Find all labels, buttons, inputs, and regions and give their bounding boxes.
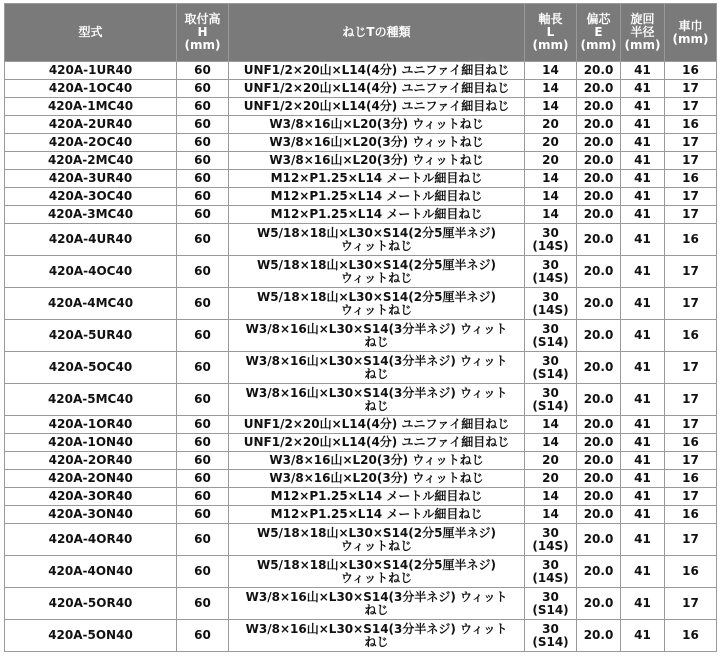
cell-wrench: 17 [665,352,717,384]
cell-wrench: 16 [665,470,717,488]
table-row [5,588,717,620]
cell-height: 60 [177,80,229,98]
cell-height: 60 [177,98,229,116]
cell-length [525,152,577,170]
table-row [5,320,717,352]
cell-thread-line: W3/8×16山×L20(3分) ウィットねじ [269,117,484,131]
cell-thread [229,524,525,556]
table-row [5,288,717,320]
cell-radius: 41 [621,352,665,384]
cell-thread-line: UNF1/2×20山×L14(4分) ユニファイ細目ねじ [243,63,510,77]
cell-wrench: 16 [665,320,717,352]
table-row [5,256,717,288]
cell-thread [229,556,525,588]
cell-thread-line: UNF1/2×20山×L14(4分) ユニファイ細目ねじ [243,435,510,449]
cell-height: 60 [177,152,229,170]
cell-length [525,416,577,434]
cell-offset: 20.0 [577,62,621,80]
cell-length-line: 30 [542,557,559,572]
cell-length-line: 20 [542,471,559,485]
cell-radius: 41 [621,470,665,488]
cell-wrench: 17 [665,80,717,98]
header-offset-line: 偏芯 [586,12,611,26]
cell-height: 60 [177,384,229,416]
cell-thread-line: ねじ [364,398,389,413]
cell-length-line: 14 [542,189,559,203]
cell-length [525,384,577,416]
cell-offset: 20.0 [577,134,621,152]
cell-thread-line: M12×P1.25×L14 メートル細目ねじ [270,507,483,521]
cell-radius: 41 [621,588,665,620]
cell-length-line: 14 [542,171,559,185]
table-row [5,80,717,98]
table-row [5,98,717,116]
cell-length [525,116,577,134]
cell-offset: 20.0 [577,556,621,588]
cell-height: 60 [177,620,229,652]
table-row [5,170,717,188]
cell-offset: 20.0 [577,470,621,488]
cell-length-line: (S14) [532,602,569,617]
cell-length-line: 14 [542,99,559,113]
cell-length [525,62,577,80]
cell-model: 420A-3MC40 [5,206,177,224]
cell-thread-line: W3/8×16山×L30×S14(3分半ネジ) ウィット [245,321,508,336]
cell-offset: 20.0 [577,352,621,384]
cell-wrench: 16 [665,116,717,134]
cell-height: 60 [177,170,229,188]
cell-offset: 20.0 [577,80,621,98]
cell-length [525,134,577,152]
cell-model: 420A-3OR40 [5,488,177,506]
table-body [5,62,717,652]
table-row [5,134,717,152]
header-offset-line: E [594,25,603,39]
cell-length-line: 30 [542,353,559,368]
cell-offset: 20.0 [577,524,621,556]
cell-thread [229,320,525,352]
cell-wrench: 17 [665,452,717,470]
cell-radius: 41 [621,506,665,524]
cell-thread [229,488,525,506]
cell-model: 420A-1ON40 [5,434,177,452]
cell-offset: 20.0 [577,416,621,434]
table-row [5,116,717,134]
cell-thread-line: ウィットねじ [340,570,413,585]
cell-thread [229,170,525,188]
table-row [5,620,717,652]
header-length-line: 軸長 [538,12,563,26]
cell-thread-line: W3/8×16山×L30×S14(3分半ネジ) ウィット [245,385,508,400]
cell-offset: 20.0 [577,256,621,288]
cell-length-line: 30 [542,589,559,604]
cell-length-line: 30 [542,321,559,336]
cell-model: 420A-5ON40 [5,620,177,652]
cell-thread [229,470,525,488]
cell-thread [229,416,525,434]
cell-offset: 20.0 [577,288,621,320]
cell-thread-line: ねじ [364,334,389,349]
cell-length-line: 14 [542,81,559,95]
cell-wrench: 17 [665,588,717,620]
cell-height: 60 [177,134,229,152]
cell-length-line: (14S) [532,538,569,553]
cell-thread-line: ウィットねじ [340,238,413,253]
header-height-line: H [197,25,208,39]
header-height-line: (mm) [184,38,221,52]
cell-radius: 41 [621,80,665,98]
header-radius-line: (mm) [624,38,661,52]
cell-wrench: 16 [665,556,717,588]
cell-height: 60 [177,434,229,452]
header-model: 型式 [5,4,177,62]
cell-length [525,470,577,488]
cell-length-line: 20 [542,453,559,467]
cell-length-line: (14S) [532,302,569,317]
cell-length [525,288,577,320]
cell-model: 420A-4MC40 [5,288,177,320]
cell-radius: 41 [621,256,665,288]
cell-length [525,206,577,224]
cell-radius: 41 [621,116,665,134]
cell-thread-line: M12×P1.25×L14 メートル細目ねじ [270,189,483,203]
cell-wrench: 17 [665,188,717,206]
cell-thread-line: W3/8×16山×L20(3分) ウィットねじ [269,135,484,149]
cell-thread [229,588,525,620]
cell-radius: 41 [621,452,665,470]
header-radius-line: 半径 [630,25,655,39]
cell-height: 60 [177,352,229,384]
cell-thread [229,434,525,452]
cell-length [525,80,577,98]
cell-length-line: 30 [542,621,559,636]
cell-length [525,506,577,524]
cell-offset: 20.0 [577,170,621,188]
table-row [5,188,717,206]
cell-thread-line: W5/18×18山×L30×S14(2分5厘半ネジ) [257,557,496,572]
cell-height: 60 [177,206,229,224]
cell-thread-line: W5/18×18山×L30×S14(2分5厘半ネジ) [257,525,496,540]
cell-length-line: (14S) [532,270,569,285]
table-row [5,452,717,470]
cell-offset: 20.0 [577,116,621,134]
cell-length [525,352,577,384]
header-height-line: 取付高 [184,12,221,26]
header-radius [621,4,665,62]
cell-offset: 20.0 [577,152,621,170]
cell-wrench: 17 [665,206,717,224]
table-row [5,352,717,384]
cell-offset: 20.0 [577,224,621,256]
cell-length [525,188,577,206]
cell-radius: 41 [621,134,665,152]
cell-thread-line: W3/8×16山×L20(3分) ウィットねじ [269,453,484,467]
cell-height: 60 [177,416,229,434]
table-row [5,224,717,256]
header-radius-line: 旋回 [630,12,655,26]
cell-length-line: 14 [542,63,559,77]
spec-table [4,3,717,652]
cell-wrench: 16 [665,62,717,80]
cell-thread-line: UNF1/2×20山×L14(4分) ユニファイ細目ねじ [243,99,510,113]
header-height [177,4,229,62]
cell-offset: 20.0 [577,188,621,206]
cell-height: 60 [177,506,229,524]
cell-thread-line: W3/8×16山×L20(3分) ウィットねじ [269,471,484,485]
header-thread: ねじTの種類 [229,4,525,62]
cell-offset: 20.0 [577,98,621,116]
cell-model: 420A-2ON40 [5,470,177,488]
cell-model: 420A-2OR40 [5,452,177,470]
cell-wrench: 17 [665,288,717,320]
cell-radius: 41 [621,488,665,506]
cell-thread-line: W3/8×16山×L20(3分) ウィットねじ [269,153,484,167]
cell-radius: 41 [621,524,665,556]
cell-model: 420A-5UR40 [5,320,177,352]
cell-radius: 41 [621,224,665,256]
header-offset [577,4,621,62]
table-row [5,506,717,524]
cell-offset: 20.0 [577,452,621,470]
cell-length [525,98,577,116]
cell-model: 420A-5OR40 [5,588,177,620]
cell-thread [229,188,525,206]
cell-model: 420A-1MC40 [5,98,177,116]
table-row [5,556,717,588]
cell-length-line: 14 [542,435,559,449]
cell-radius: 41 [621,152,665,170]
header-wrench-line: (mm) [672,31,709,46]
cell-model: 420A-4ON40 [5,556,177,588]
cell-model: 420A-1UR40 [5,62,177,80]
cell-thread-line: ウィットねじ [340,302,413,317]
header-length-line: (mm) [532,38,569,52]
cell-height: 60 [177,62,229,80]
cell-length [525,556,577,588]
cell-length-line: 30 [542,257,559,272]
cell-length-line: 20 [542,153,559,167]
cell-radius: 41 [621,434,665,452]
cell-height: 60 [177,256,229,288]
cell-height: 60 [177,224,229,256]
cell-height: 60 [177,320,229,352]
cell-radius: 41 [621,206,665,224]
header-offset-line: (mm) [580,38,617,52]
cell-wrench: 17 [665,524,717,556]
cell-thread-line: W3/8×16山×L30×S14(3分半ネジ) ウィット [245,589,508,604]
cell-length [525,620,577,652]
cell-offset: 20.0 [577,434,621,452]
cell-length [525,524,577,556]
cell-thread [229,62,525,80]
cell-length-line: 30 [542,289,559,304]
cell-length [525,224,577,256]
cell-wrench: 17 [665,98,717,116]
cell-offset: 20.0 [577,206,621,224]
cell-length [525,488,577,506]
cell-radius: 41 [621,416,665,434]
cell-height: 60 [177,488,229,506]
cell-height: 60 [177,524,229,556]
cell-length-line: 14 [542,489,559,503]
cell-model: 420A-5MC40 [5,384,177,416]
cell-offset: 20.0 [577,384,621,416]
cell-length-line: 14 [542,417,559,431]
cell-model: 420A-4UR40 [5,224,177,256]
cell-offset: 20.0 [577,506,621,524]
cell-model: 420A-2MC40 [5,152,177,170]
cell-thread-line: M12×P1.25×L14 メートル細目ねじ [270,207,483,221]
cell-length-line: 14 [542,507,559,521]
cell-thread-line: UNF1/2×20山×L14(4分) ユニファイ細目ねじ [243,417,510,431]
cell-wrench: 16 [665,620,717,652]
cell-thread [229,206,525,224]
cell-length [525,170,577,188]
cell-length-line: (14S) [532,570,569,585]
header-length [525,4,577,62]
cell-length [525,320,577,352]
cell-height: 60 [177,588,229,620]
cell-length [525,434,577,452]
cell-thread [229,620,525,652]
cell-length [525,256,577,288]
table-row [5,152,717,170]
cell-thread [229,288,525,320]
cell-length-line: (S14) [532,398,569,413]
cell-model: 420A-3OC40 [5,188,177,206]
table-row [5,416,717,434]
cell-height: 60 [177,288,229,320]
cell-length-line: 20 [542,135,559,149]
cell-wrench: 16 [665,434,717,452]
cell-offset: 20.0 [577,588,621,620]
cell-thread [229,116,525,134]
table-row [5,206,717,224]
table-row [5,384,717,416]
cell-radius: 41 [621,320,665,352]
cell-length-line: (S14) [532,366,569,381]
cell-thread-line: W5/18×18山×L30×S14(2分5厘半ネジ) [257,289,496,304]
cell-thread-line: M12×P1.25×L14 メートル細目ねじ [270,171,483,185]
cell-thread-line: ウィットねじ [340,270,413,285]
spec-table-container [4,3,717,652]
cell-length [525,588,577,620]
cell-length-line: 30 [542,525,559,540]
cell-wrench: 17 [665,256,717,288]
cell-thread-line: W5/18×18山×L30×S14(2分5厘半ネジ) [257,225,496,240]
cell-radius: 41 [621,556,665,588]
cell-height: 60 [177,116,229,134]
cell-offset: 20.0 [577,488,621,506]
cell-height: 60 [177,556,229,588]
cell-model: 420A-5OC40 [5,352,177,384]
cell-thread-line: ねじ [364,602,389,617]
cell-thread [229,452,525,470]
cell-thread-line: ウィットねじ [340,538,413,553]
cell-thread [229,506,525,524]
cell-thread [229,384,525,416]
cell-radius: 41 [621,288,665,320]
cell-length-line: 30 [542,385,559,400]
cell-height: 60 [177,188,229,206]
cell-model: 420A-4OR40 [5,524,177,556]
cell-thread-line: W3/8×16山×L30×S14(3分半ネジ) ウィット [245,353,508,368]
cell-thread [229,134,525,152]
cell-thread-line: M12×P1.25×L14 メートル細目ねじ [270,489,483,503]
cell-thread-line: ねじ [364,366,389,381]
cell-length-line: (14S) [532,238,569,253]
cell-thread-line: W5/18×18山×L30×S14(2分5厘半ネジ) [257,257,496,272]
cell-model: 420A-3ON40 [5,506,177,524]
cell-length-line: 14 [542,207,559,221]
header-wrench-line: 車巾 [678,18,703,33]
table-row [5,434,717,452]
cell-radius: 41 [621,62,665,80]
cell-radius: 41 [621,620,665,652]
cell-thread [229,352,525,384]
cell-height: 60 [177,470,229,488]
cell-wrench: 17 [665,152,717,170]
cell-thread-line: UNF1/2×20山×L14(4分) ユニファイ細目ねじ [243,81,510,95]
cell-offset: 20.0 [577,320,621,352]
cell-radius: 41 [621,98,665,116]
cell-height: 60 [177,452,229,470]
cell-model: 420A-2UR40 [5,116,177,134]
cell-thread-line: W3/8×16山×L30×S14(3分半ネジ) ウィット [245,621,508,636]
cell-length-line: (S14) [532,334,569,349]
cell-model: 420A-1OC40 [5,80,177,98]
cell-thread [229,256,525,288]
cell-thread [229,152,525,170]
cell-model: 420A-4OC40 [5,256,177,288]
cell-length-line: 20 [542,117,559,131]
cell-offset: 20.0 [577,620,621,652]
cell-thread [229,224,525,256]
cell-model: 420A-3UR40 [5,170,177,188]
cell-wrench: 16 [665,506,717,524]
cell-wrench: 17 [665,416,717,434]
cell-wrench: 16 [665,170,717,188]
cell-thread [229,80,525,98]
cell-wrench: 16 [665,224,717,256]
cell-model: 420A-1OR40 [5,416,177,434]
table-row [5,62,717,80]
cell-radius: 41 [621,170,665,188]
table-header-row [5,4,717,62]
cell-wrench: 17 [665,488,717,506]
table-row [5,488,717,506]
cell-thread-line: ねじ [364,634,389,649]
cell-length-line: 30 [542,225,559,240]
header-length-line: L [546,25,555,39]
cell-wrench: 17 [665,134,717,152]
cell-radius: 41 [621,384,665,416]
cell-radius: 41 [621,188,665,206]
cell-model: 420A-2OC40 [5,134,177,152]
header-wrench [665,4,717,62]
cell-thread [229,98,525,116]
table-row [5,524,717,556]
table-row [5,470,717,488]
cell-length [525,452,577,470]
cell-wrench: 17 [665,384,717,416]
cell-length-line: (S14) [532,634,569,649]
